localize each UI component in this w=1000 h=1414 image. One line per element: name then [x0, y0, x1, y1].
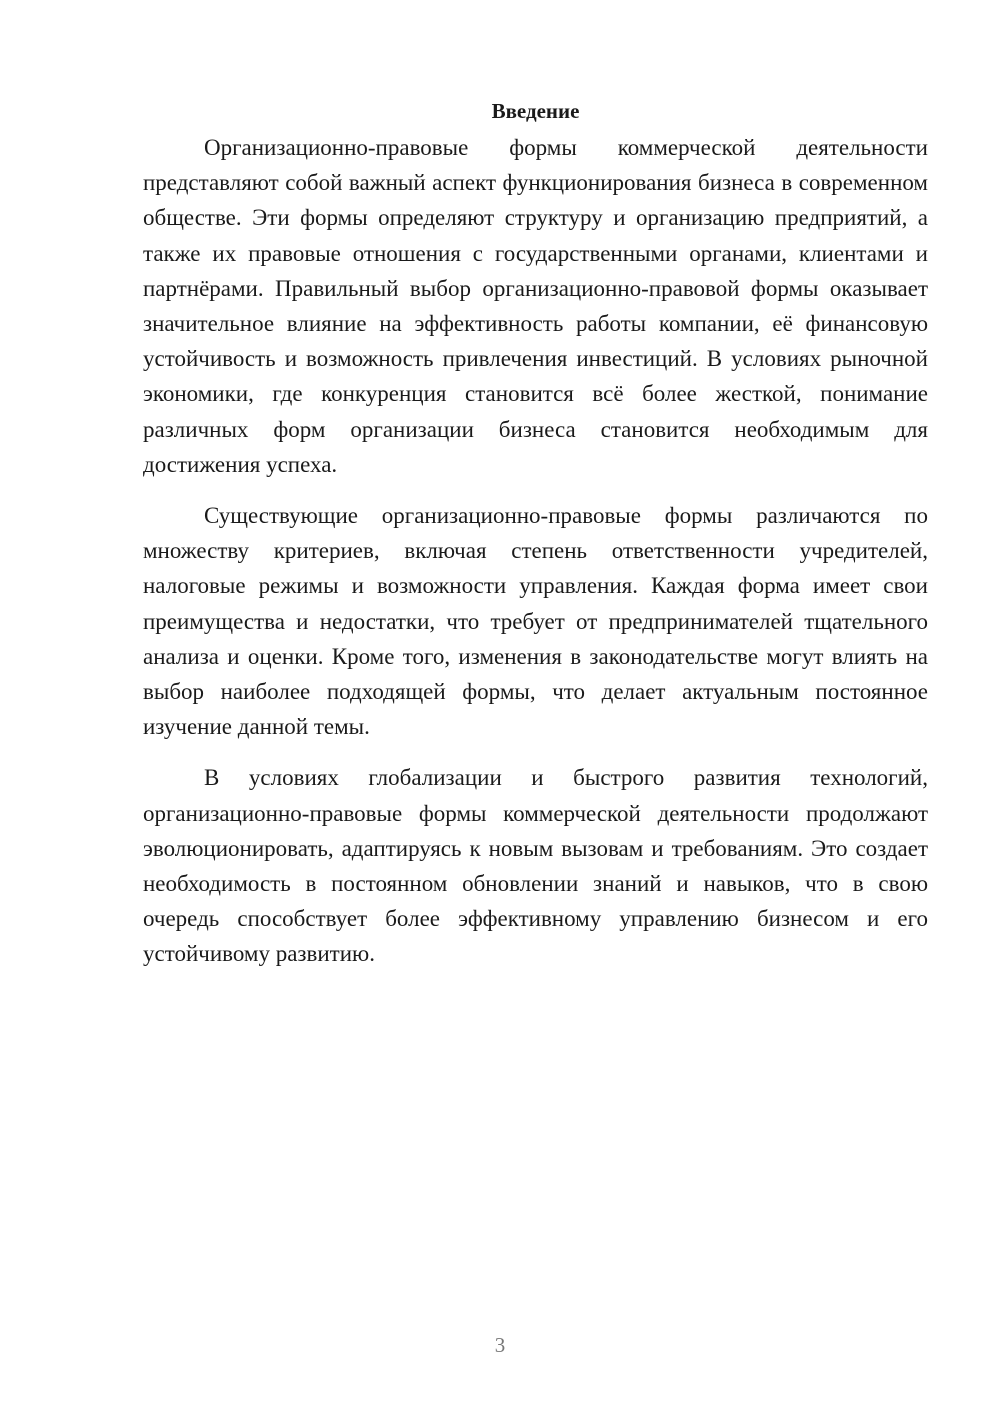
page-number: 3 — [494, 1333, 506, 1357]
page-content — [143, 96, 928, 972]
paragraph-3: В условиях глобализации и быстрого развития технологий, организационно-правовые формы коммерческой деятельности продолжают эволюционировать, адаптируясь к новым вызовам и требованиям. Это создает необходимость в постоянном обновлении знаний и навыков, что в свою очередь способствует более эффективному управлению бизнесом и его устойчивому развитию. — [143, 765, 928, 967]
paragraph-2: Существующие организационно-правовые формы различаются по множеству критериев, включая степень ответственности учредителей, налоговые режимы и возможности управления. Каждая форма имеет свои преимущества и недостатки, что требует от предпринимателей тщательного анализа и оценки. Кроме того, изменения в законодательстве могут влиять на выбор наиболее подходящей формы, что делает актуальным постоянное изучение данной темы. — [143, 503, 928, 740]
paragraph-1: Организационно-правовые формы коммерческой деятельности представляют собой важный аспект функционирования бизнеса в современном обществе. Эти формы определяют структуру и организацию предприятий, а также их правовые отношения с государственными органами, клиентами и партнёрами. Правильный выбор организационно-правовой формы оказывает значительное влияние на эффективность работы компании, её финансовую устойчивость и возможность привлечения инвестиций. В условиях рыночной экономики, где конкуренция становится всё более жесткой, понимание различных форм организации бизнеса становится необходимым для достижения успеха. — [143, 135, 928, 477]
section-heading: Введение — [491, 99, 580, 123]
